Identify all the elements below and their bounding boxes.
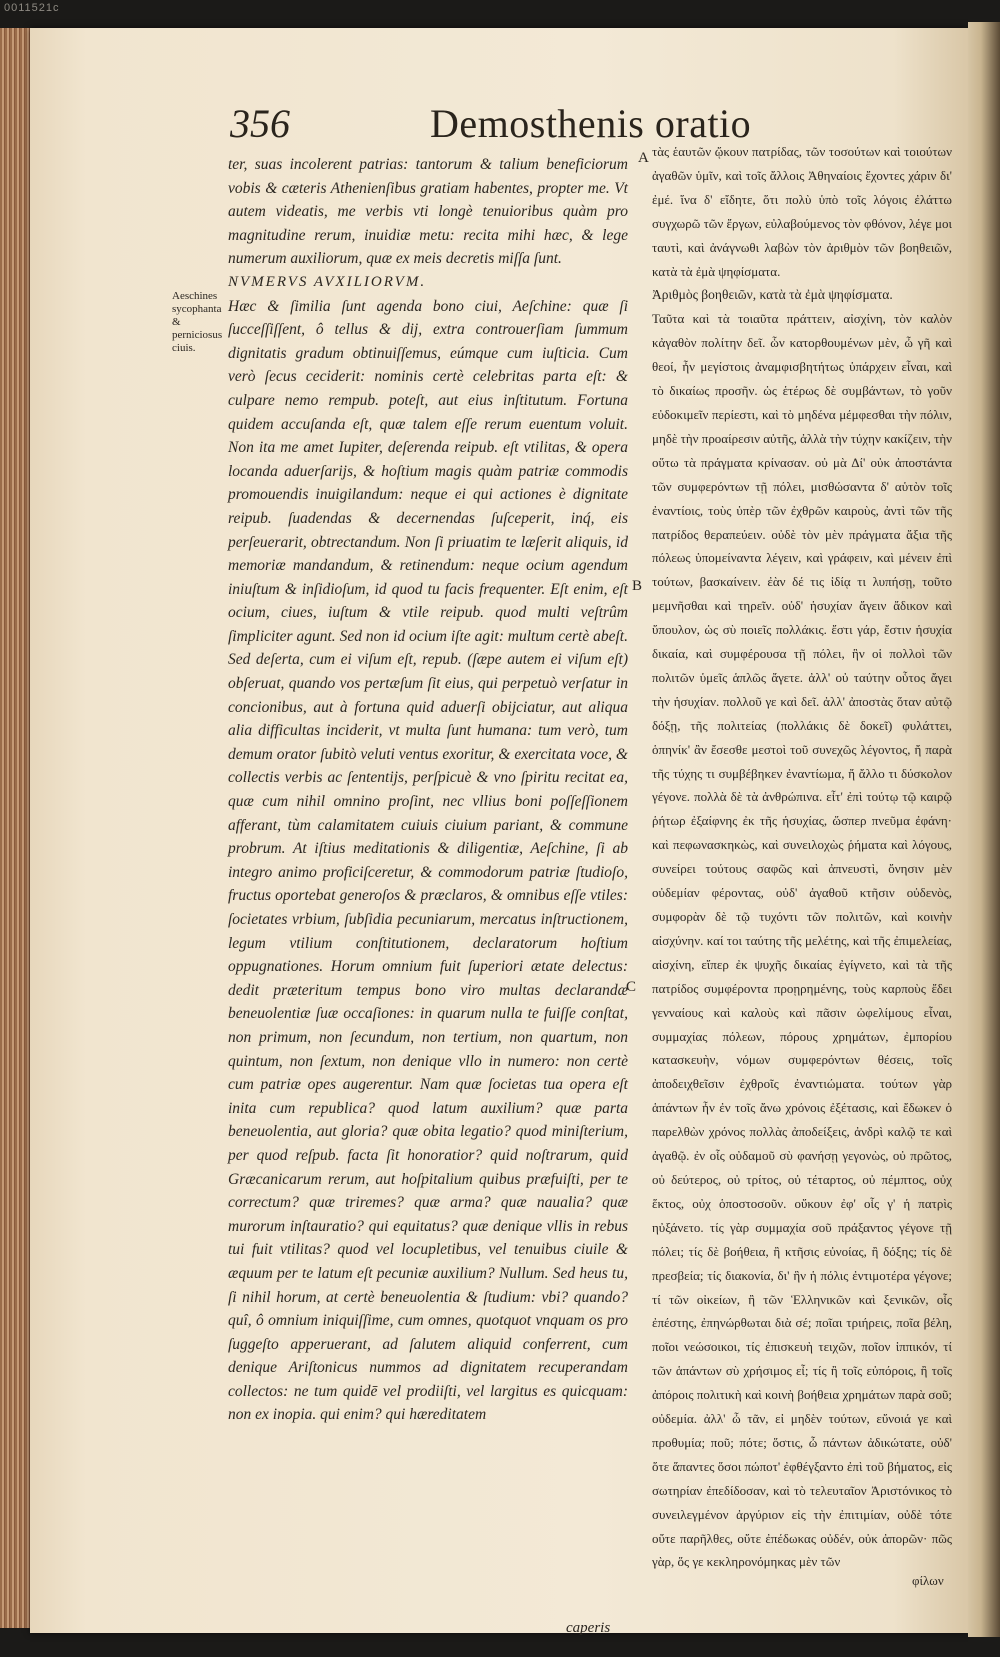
- greek-heading: Ἀριθμὸς βοηθειῶν, κατὰ τὰ ἐμὰ ψηφίσματα.: [652, 287, 893, 303]
- image-id-label: 0011521c: [4, 2, 60, 14]
- greek-column: [652, 140, 952, 1574]
- latin-column: [228, 153, 628, 1427]
- greek-catchword: φίλων: [912, 1573, 944, 1588]
- latin-intro: ter, suas incolerent patrias: tantorum & talium beneficiorum vobis & cæteris Athenienſibus gratiam habentes, propter me. Vt autem videatis, me verbis vti longè tenuioribus quàm pro magnitudine rerum, inuidiæ metu: recita mihi hæc, & lege numerum auxiliorum, quæ ex meis decretis miſſa ſunt.: [228, 156, 628, 268]
- section-marker-b: B: [632, 578, 643, 594]
- margin-note: Aeschines sycophanta & perniciosus ciuis.: [172, 290, 223, 354]
- running-title: Demosthenis oratio: [430, 101, 752, 146]
- page-number: 356: [230, 101, 290, 146]
- latin-body: Hæc & ſimilia ſunt agenda bono ciui, Aeſchine: quæ ſi ſucceſſiſſent, ô tellus & dij, extra controuerſiam ſummum dignitatis gradum obtinuiſſemus, eúmque cum iuſticia. Cum verò ſecus ceciderit: nominis certè celebritas parta eſt: & culpare nemo rempub. poteſt, aut eius inſtitutum. Fortuna quidem accuſanda eſt, quæ talem eſſe rerum euentum voluit. Non ita me amet Iupiter, deſerenda reipub. eſt vtilitas, & opera locanda aduerſarijs, & hoſtium magis quàm patriæ commodis promouendis inuigilandum: neque ei qui actiones è dignitate reipub. ſuadendas & decernendas ſuſceperit, inq́, eis perſeuerarit, obtrectandum. Non ſi priuatim te læſerit aliquis, id memoriæ mandandum, & retinendum: neque ocium agendum iniuſtum & inſidioſum, id quod tu facis frequenter. Eſt enim, eſt ocium, ciues, iuſtum & vtile reipub. quod multi veſtrûm ſimpliciter agunt. Sed non id ocium iſte agit: multum certè abeſt. Sed deſerta, cum ei viſum eſt, repub. (ſæpe autem ei viſum eſt) obſeruat, quando vos pertæſum ſit eius, qui perpetuò verſatur in concionibus, aut à fortuna quid aduerſi obijciatur, aut aliqua alia difficultas inciderit, vt multa ſunt humana: tum verò, tum demum orator ſubitò veluti ventus exoritur, & exercitata voce, & collectis verbis ac ſententijs, perſpicuè & vno ſpiritu recitat ea, quæ cum nihil omnino proſint, nec vllius boni poſſeſſionem afferant, tùm calamitatem cuiuis ciuium pariant, & commune probrum. At iſtius meditationis & diligentiæ, Aeſchine, ſi ab integro animo proficiſceretur, & commodorum patriæ ſtudioſo, fructus oportebat generoſos & præclaros, & omnibus eſſe vtiles: ſocietates vrbium, ſubſidia pecuniarum, mercatus inſtructionem, legum vtilium conſtitutionem, declaratorum hoſtium oppugnationes. Horum omnium fuit ſuperiori ætate delectus: dedit præteritum tempus bono viro multas declarandæ beneuolentiæ ſuæ occaſiones: in quarum nulla te fuiſſe conſtat, non primum, non ſecundum, non tertium, non quartum, non quintum, non ſextum, non denique vllo in numero: non certè cum patriæ opes augerentur. Nam quæ ſocietas tua opera eſt inita cum republica? quod latum auxilium? quæ parta beneuolentia, aut gloria? quæ obita legatio? quod miniſterium, per quod reſpub. facta ſit honoratior? quid noſtrarum, quid Græcanicarum rerum, aut hoſpitalium quibus præfuiſti, per te correctum? quæ triremes? quæ arma? quæ naualia? quæ murorum inſtauratio? qui equitatus? quæ denique vllis in rebus tui fuit vtilitas? quod vel locupletibus, vel tenuibus ciuile & æquum per te latum eſt pecuniæ auxilium? Nullum. Sed heus tu, ſi nihil horum, at certè beneuolentia & ſtudium: vbi? quando? quî, ô omnium iniquiſſime, cum omnes, quotquot vnquam os pro ſuggeſto apperuerant, ad ſalutem aliquid conferrent, cum denique Ariſtonicus nummos ad dignitatem recuperandam collectos: ne tum quidē vel prodiiſti, vel largitus es quicquam: non ex inopia. qui enim? qui hæreditatem: [228, 297, 628, 1424]
- book-edge-right: [968, 22, 1000, 1637]
- greek-intro: τὰς ἑαυτῶν ᾤκουν πατρίδας, τῶν τοσούτων καὶ τοιούτων ἀγαθῶν ὑμῖν, καὶ τοῖς ἄλλοις Ἀθηναίοις ἔχοντες χάριν δι' ἐμέ. ἵνα δ' εἴδητε, ὅτι πολὺ ὑπὸ τοῖς λόγοις ἐλάττω συγχωρῶ τῶν ἔργων, εὐλαβούμενος τὸν φθόνον, λέγε μοι ταυτὶ, καὶ ἀνάγνωθι λαβὼν τὸν ἀριθμὸν τῶν βοηθειῶν, κατὰ τὰ ἐμὰ ψηφίσματα.: [652, 144, 952, 279]
- latin-heading: NVMERVS AVXILIORVM.: [228, 273, 427, 290]
- greek-body: Ταῦτα καὶ τὰ τοιαῦτα πράττειν, αἰσχίνη, τὸν καλὸν κἀγαθὸν πολίτην δεῖ. ὧν κατορθουμένων μὲν, ὦ γῆ καὶ θεοί, ἦν μεγίστοις ἀναμφισβητήτως ὑπάρχειν εἶναι, καὶ τὸ δικαίως προσῆν. ὡς ἑτέρως δὲ συμβάντων, τὸ γοῦν εὐδοκιμεῖν περίεστι, καὶ τὸ μηδένα μέμφεσθαι τὴν πόλιν, μηδὲ τὴν προαίρεσιν αὐτῆς, ἀλλὰ τὴν τύχην κακίζειν, τὴν οὕτω τὰ πράγματα κρίνασαν. οὐ μὰ Δί' οὐκ ἀποστάντα τῶν συμφερόντων τῇ πόλει, μισθώσαντα δ' αὑτὸν τοῖς ἐναντίοις, τοὺς ὑπὲρ τῶν ἐχθρῶν καιροὺς, ἀντὶ τῶν τῆς πατρίδος θεραπεύειν. οὐδὲ τὸν μὲν πράγματα ἄξια τῆς πόλεως ὑπομείναντα λέγειν, καὶ γράφειν, καὶ μένειν ἐπὶ τούτων, βασκαίνειν. ἐὰν δέ τις ἰδίᾳ τι λυπήσῃ, τοῦτο μεμνῆσθαι καὶ τηρεῖν. οὐδ' ἡσυχίαν ἄγειν ἄδικον καὶ ὕπουλον, ὡς σὺ ποιεῖς πολλάκις. ἔστι γάρ, ἔστιν ἡσυχία δικαία, καὶ συμφέρουσα τῇ πόλει, ἣν οἱ πολλοὶ τῶν πολιτῶν ὑμεῖς ἁπλῶς ἄγετε. ἀλλ' οὐ ταύτην οὗτος ἄγει τὴν ἡσυχίαν. πολλοῦ γε καὶ δεῖ. ἀλλ' ἀποστὰς ὅταν αὐτῷ δόξῃ, τῆς πολιτείας (πολλάκις δὲ δοκεῖ) φυλάττει, ὁπηνίκ' ἂν ἔσεσθε μεστοὶ τοῦ συνεχῶς λέγοντος, ἤ παρὰ τῆς τύχης τι συμβέβηκεν ἐναντίωμα, ἤ ἄλλο τι δύσκολον γέγονε. πολλὰ δὲ τὰ ἀνθρώπινα. εἶτ' ἐπὶ τούτῳ τῷ καιρῷ ῥήτωρ ἐξαίφνης ἐκ τῆς ἡσυχίας, ὥσπερ πνεῦμα ἐφάνη· καὶ πεφωνασκηκὼς, καὶ συνειλοχὼς ῥήματα καὶ λόγους, συνείρει τούτους σαφῶς καὶ ἀπνευστὶ, ὄνησιν μὲν οὐδεμίαν φέροντας, οὐδ' ἀγαθοῦ κτῆσιν οὐδενὸς, συμφορὰν δὲ τῷ τυχόντι τῶν πολιτῶν, καὶ κοινὴν αἰσχύνην. καί τοι ταύτης τῆς μελέτης, καὶ τῆς ἐπιμελείας, αἰσχίνη, εἴπερ ἐκ ψυχῆς δικαίας ἐγίγνετο, καὶ τὰ τῆς πατρίδος συμφέροντα προῃρημένης, τοὺς καρποὺς ἔδει γενναίους καὶ καλοὺς καὶ πᾶσιν ὠφελίμους εἶναι, συμμαχίας πόλεων, πόρους χρημάτων, ἐμπορίου κατασκευὴν, νόμων συμφερόντων θέσεις, τοῖς ἀποδειχθεῖσιν ἐχθροῖς ἐναντιώματα. τούτων γὰρ ἁπάντων ἦν ἐν τοῖς ἄνω χρόνοις ἐξέτασις, καὶ ἔδωκεν ὁ παρελθὼν χρόνος πολλὰς ἀποδείξεις, ἀνδρὶ καλῷ τε καὶ ἀγαθῷ. ἐν οἷς οὐδαμοῦ σὺ φανήσῃ γεγονὼς, οὐ πρῶτος, οὐ δεύτερος, οὐ τρίτος, οὐ τέταρτος, οὐ πέμπτος, οὐχ ἕκτος, οὐχ ὁποστοσοῦν. οὔκουν ἐφ' οἷς γ' ἡ πατρὶς ηὐξάνετο. τίς γὰρ συμμαχία σοῦ πράξαντος γέγονε τῇ πόλει; τίς δὲ βοήθεια, ἢ κτῆσις εὐνοίας, ἢ δόξης; τίς δὲ πρεσβεία; τίς διακονία, δι' ἣν ἡ πόλις ἐντιμοτέρα γέγονε; τί τῶν οἰκείων, ἢ τῶν Ἑλληνικῶν καὶ ξενικῶν, οἷς ἐπέστης, ἐπηνώρθωται διὰ σέ; ποῖαι τριήρεις, ποῖα βέλη, ποῖοι νεώσοικοι, τίς ἐπισκευὴ τειχῶν, ποῖον ἱππικόν, τί τῶν ἁπάντων σὺ χρήσιμος εἶ; τίς ἢ τοῖς εὐπόροις, ἢ τοῖς ἀπόροις πολιτικὴ καὶ κοινὴ βοήθεια χρημάτων παρὰ σοῦ; οὐδεμία. ἀλλ' ὦ τᾶν, εἰ μηδὲν τούτων, εὔνοιά γε καὶ προθυμία; ποῦ; πότε; ὅστις, ὦ πάντων ἀδικώτατε, οὐδ' ὅτε ἅπαντες ὅσοι πώποτ' ἐφθέγξαντο ἐπὶ τοῦ βήματος, εἰς σωτηρίαν ἐπεδίδοσαν, καὶ τὸ τελευταῖον Ἀριστόνικος τὸ συνειλεγμένον ἀργύριον εἰς τὴν ἐπιτιμίαν, οὐδὲ τότε οὔτε παρῆλθες, οὔτε ἐπέδωκας οὐδέν, οὐκ ἀπορῶν· πῶς γὰρ, ὅς γε κεκληρονόμηκας μὲν τῶν: [652, 311, 953, 1570]
- latin-catchword: caperis: [566, 1620, 611, 1636]
- section-marker-c: C: [626, 979, 637, 995]
- section-marker-a: A: [638, 150, 649, 166]
